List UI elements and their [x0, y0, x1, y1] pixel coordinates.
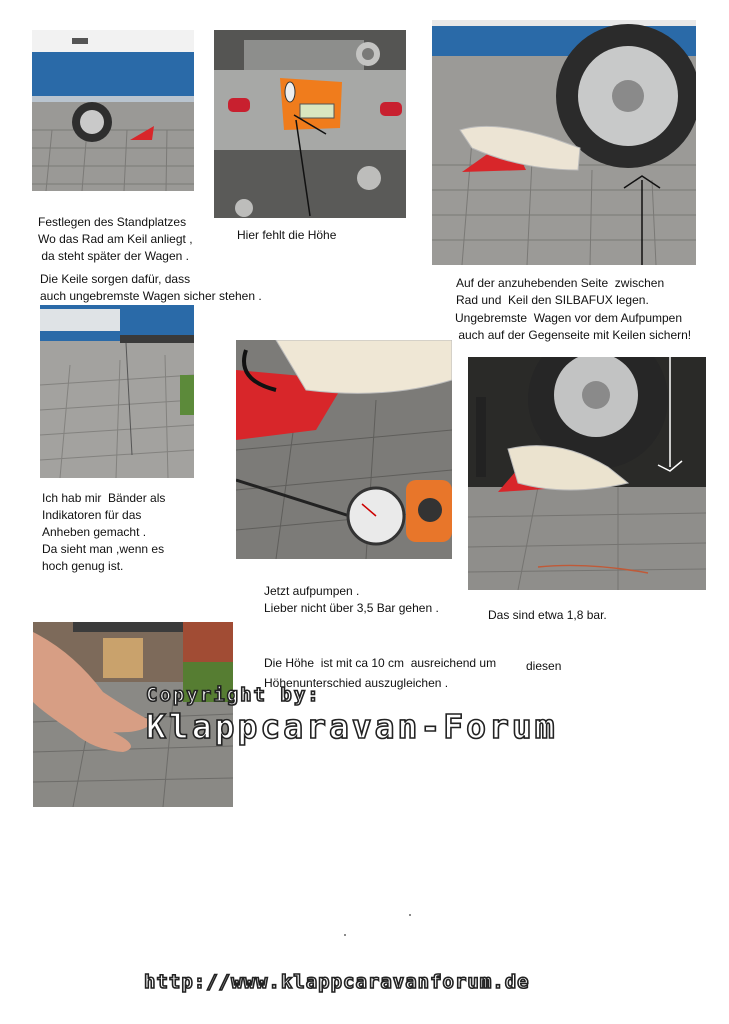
caption-height-sufficient: Die Höhe ist mit ca 10 cm ausreichend um: [264, 656, 497, 670]
caption-wedges-secure: Die Keile sorgen dafür, dass auch ungebremste Wagen sicher stehen .: [40, 272, 262, 303]
speck: [409, 914, 411, 916]
caption-secure-other-side: Ungebremste Wagen vor dem Aufpumpen auch auf der Gegenseite mit Keilen sichern!: [455, 311, 692, 342]
caption-ribbon-indicators: Ich hab mir Bänder als Indikatoren für das Anheben gemacht . Da sieht man ,wenn es hoch genug ist.: [42, 491, 166, 573]
caption-inflate: Jetzt aufpumpen . Lieber nicht über 3,5 Bar gehen .: [264, 584, 439, 615]
photo-ribbon-indicator: [40, 305, 194, 478]
watermark-forum-name: Klappcaravan-Forum: [146, 707, 558, 746]
caption-place-silbafux: Auf der anzuhebenden Seite zwischen Rad und Keil den SILBAFUX legen.: [456, 276, 665, 307]
caption-height-difference: Höhenunterschied auszugleichen .: [264, 676, 449, 690]
photo-wheel-silbafux: [432, 20, 696, 265]
photo-caravan-wheel-wedge: [32, 30, 194, 191]
speck: [344, 934, 346, 936]
watermark-copyright: Copyright by:: [146, 684, 321, 706]
photo-spirit-level: [214, 30, 406, 218]
photo-lifted-wheel: [468, 357, 706, 590]
caption-fix-position: Festlegen des Standplatzes Wo das Rad am Keil anliegt , da steht später der Wagen .: [38, 215, 193, 263]
caption-height-sufficient-word: diesen: [526, 659, 562, 673]
watermark-url: http://www.klappcaravanforum.de: [144, 971, 530, 993]
caption-pressure-value: Das sind etwa 1,8 bar.: [488, 608, 607, 622]
caption-height-missing: Hier fehlt die Höhe: [237, 228, 337, 242]
photo-pressure-gauge: [236, 340, 452, 559]
